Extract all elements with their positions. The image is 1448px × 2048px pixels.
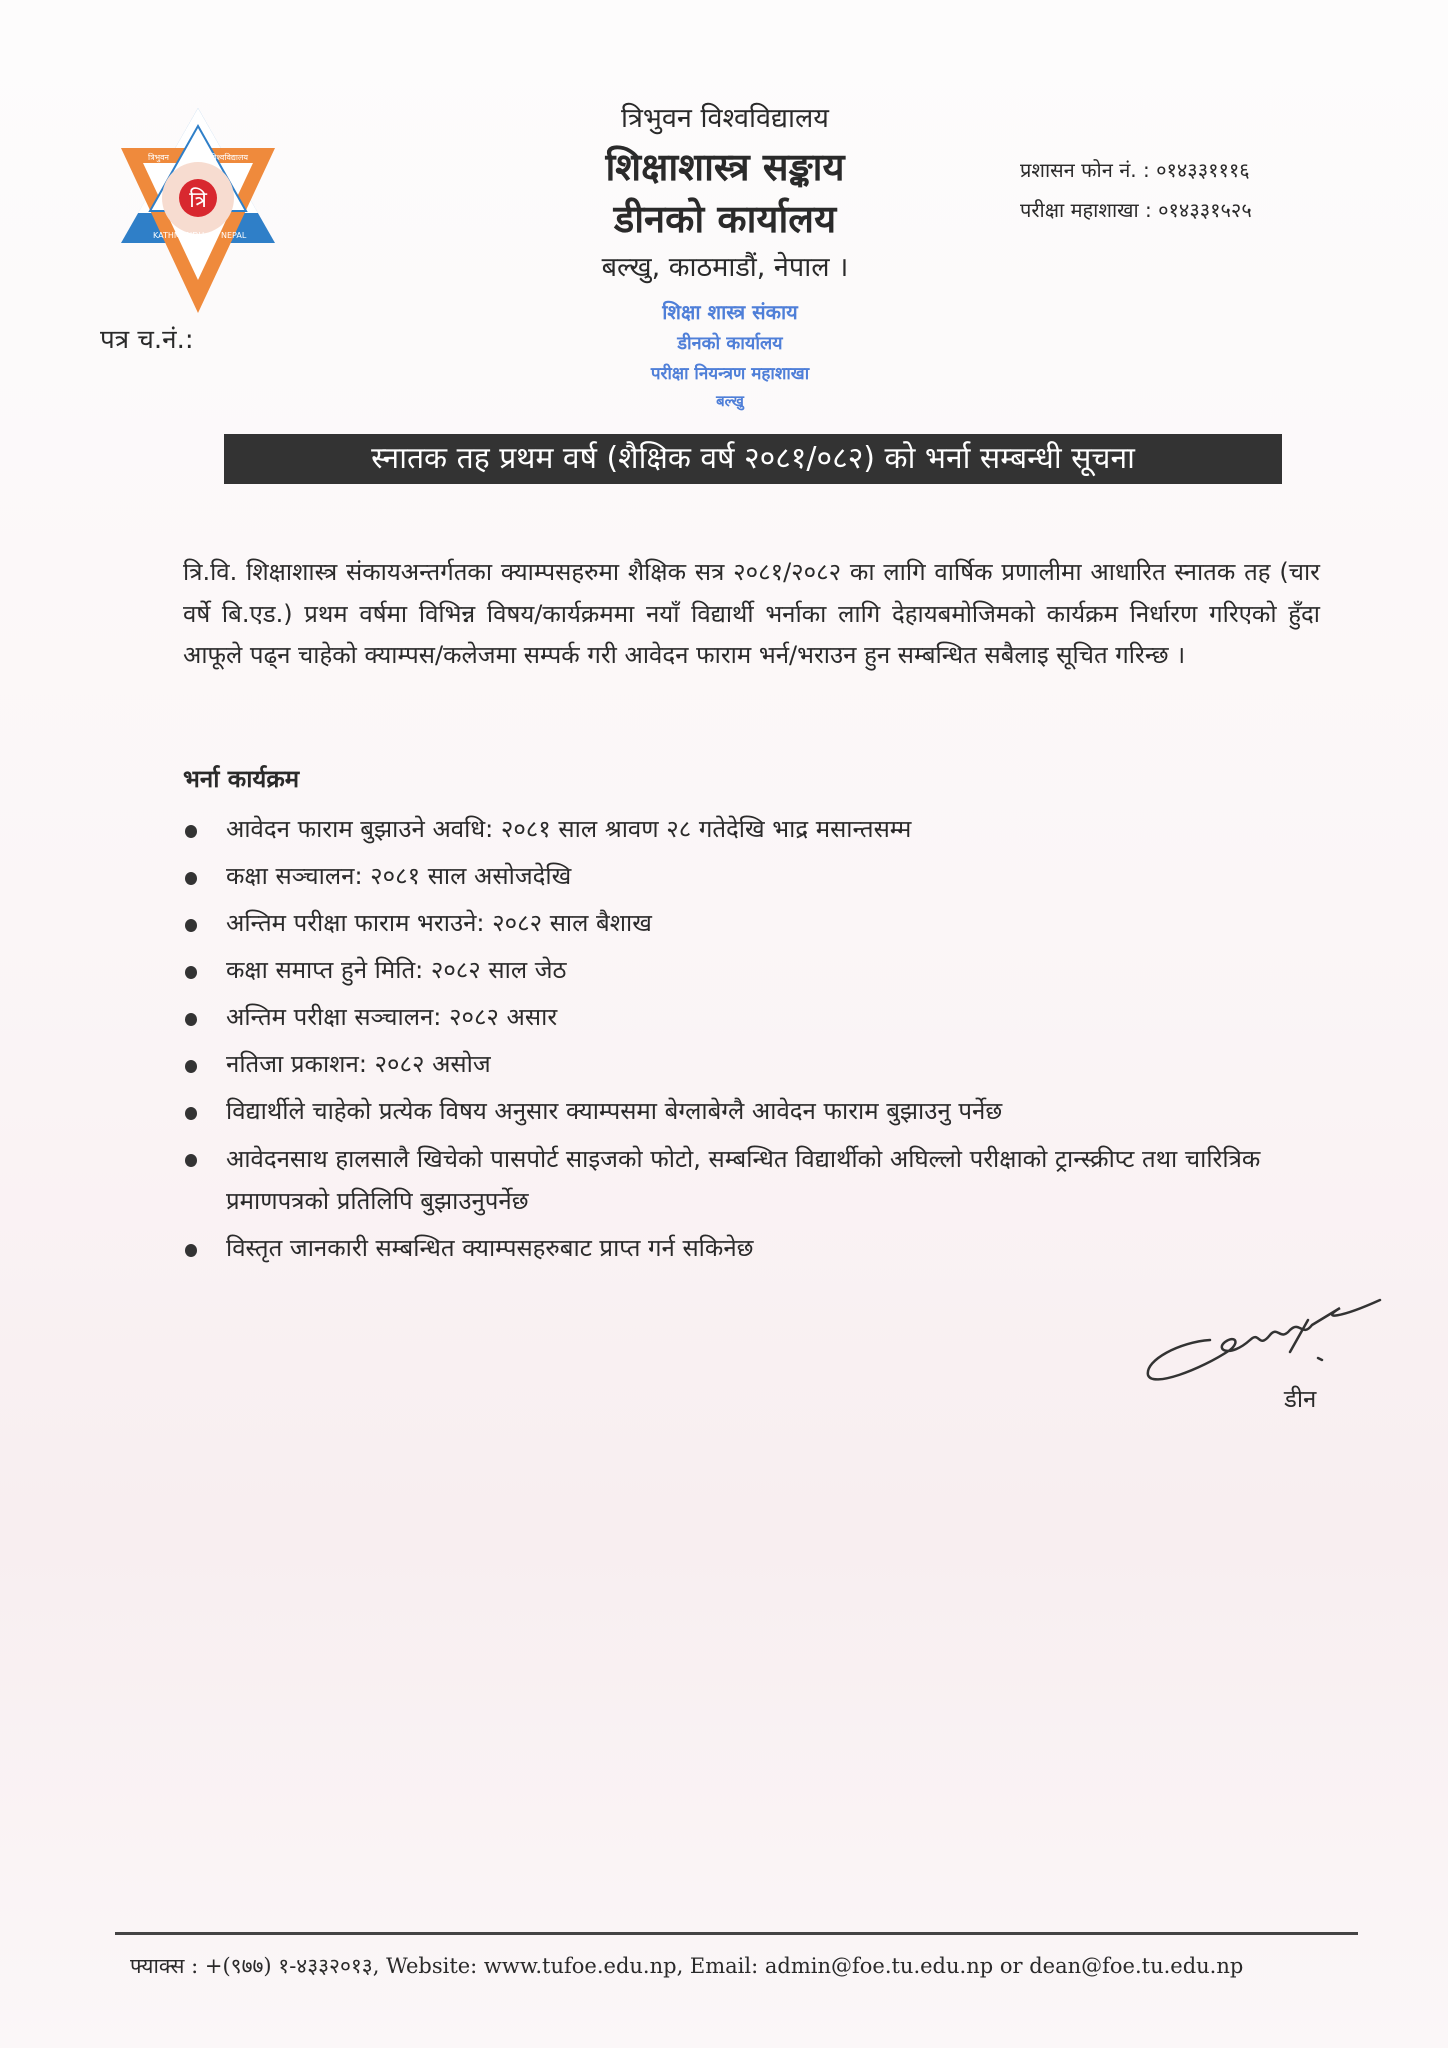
list-item: अन्तिम परीक्षा सञ्चालन: २०८२ असार <box>183 994 1323 1041</box>
university-name: त्रिभुवन विश्वविद्यालय <box>621 103 829 134</box>
tribhuvan-university-logo <box>118 108 278 313</box>
stamp-line: परीक्षा नियन्त्रण महाशाखा <box>650 364 810 384</box>
footer-divider <box>115 1932 1358 1935</box>
stamp-line: शिक्षा शास्त्र संकाय <box>662 300 798 324</box>
exam-phone: परीक्षा महाशाखा : ०१४३३१५२५ <box>1020 198 1252 222</box>
svg-text:त्रि: त्रि <box>189 188 207 213</box>
dean-signature <box>1140 1280 1400 1390</box>
footer-contact: फ्याक्स : +(९७७) १-४३३२०१३, Website: www.tufoe.edu.np, Email: admin@foe.tu.edu.np or dean@foe.tu.edu.np <box>130 1954 1244 1978</box>
svg-text:KATHMANDU,: KATHMANDU, <box>153 231 207 240</box>
list-item: आवेदनसाथ हालसालै खिचेको पासपोर्ट साइजको फोटो, सम्बन्धित विद्यार्थीको अघिल्लो परीक्षाको ट्रान्स्क्रीप्ट तथा चारित्रिक प्रमाणपत्रको प्रतिलिपि बुझाउनुपर्नेछ <box>183 1135 1323 1225</box>
admin-phone: प्रशासन फोन नं. : ०१४३३१११६ <box>1020 158 1250 182</box>
svg-text:विश्वविद्यालय: विश्वविद्यालय <box>210 153 249 162</box>
list-item: कक्षा समाप्त हुने मिति: २०८२ साल जेठ <box>183 947 1323 994</box>
list-item: आवेदन फाराम बुझाउने अवधि: २०८१ साल श्रावण २८ गतेदेखि भाद्र मसान्तसम्म <box>183 806 1323 853</box>
office-stamp <box>580 298 880 428</box>
list-item: नतिजा प्रकाशन: २०८२ असोज <box>183 1041 1323 1088</box>
svg-text:त्रिभुवन: त्रिभुवन <box>148 153 169 162</box>
list-item: अन्तिम परीक्षा फाराम भराउने: २०८२ साल बैशाख <box>183 900 1323 947</box>
list-item: विस्तृत जानकारी सम्बन्धित क्याम्पसहरुबाट प्राप्त गर्न सकिनेछ <box>183 1225 1323 1272</box>
list-item: विद्यार्थीले चाहेको प्रत्येक विषय अनुसार क्याम्पसमा बेग्लाबेग्लै आवेदन फाराम बुझाउनु पर्नेछ <box>183 1088 1323 1135</box>
schedule-list <box>183 806 1323 1272</box>
reference-number-label: पत्र च.नं.: <box>100 325 194 355</box>
schedule-heading: भर्ना कार्यक्रम <box>183 765 300 793</box>
intro-paragraph: त्रि.वि. शिक्षाशास्त्र संकायअन्तर्गतका क्याम्पसहरुमा शैक्षिक सत्र २०८१/२०८२ का लागि वार्षिक प्रणालीमा आधारित स्नातक तह (चार वर्षे बि.एड.) प्रथम वर्षमा विभिन्न विषय/कार्यक्रममा नयाँ विद्यार्थी भर्नाका लागि देहायबमोजिमको कार्यक्रम निर्धारण गरिएको हुँदा आफूले पढ्न चाहेको क्याम्पस/कलेजमा सम्पर्क गरी आवेदन फाराम भर्न/भराउन हुन सम्बन्धित सबैलाइ सूचित गरिन्छ । <box>183 558 1320 669</box>
signatory-title: डीन <box>1284 1385 1317 1413</box>
svg-text:NEPAL: NEPAL <box>221 231 247 240</box>
faculty-name: शिक्षाशास्त्र सङ्काय <box>605 145 845 189</box>
list-item: कक्षा सञ्चालन: २०८१ साल असोजदेखि <box>183 853 1323 900</box>
stamp-line: डीनको कार्यालय <box>677 333 783 354</box>
office-address: बल्खु, काठमाडौं, नेपाल । <box>601 252 849 283</box>
office-name: डीनको कार्यालय <box>613 197 837 241</box>
stamp-line: बल्खु <box>716 392 744 410</box>
notice-title: स्नातक तह प्रथम वर्ष (शैक्षिक वर्ष २०८१/०८२) को भर्ना सम्बन्धी सूचना <box>224 434 1282 484</box>
contact-phones <box>1020 150 1252 230</box>
